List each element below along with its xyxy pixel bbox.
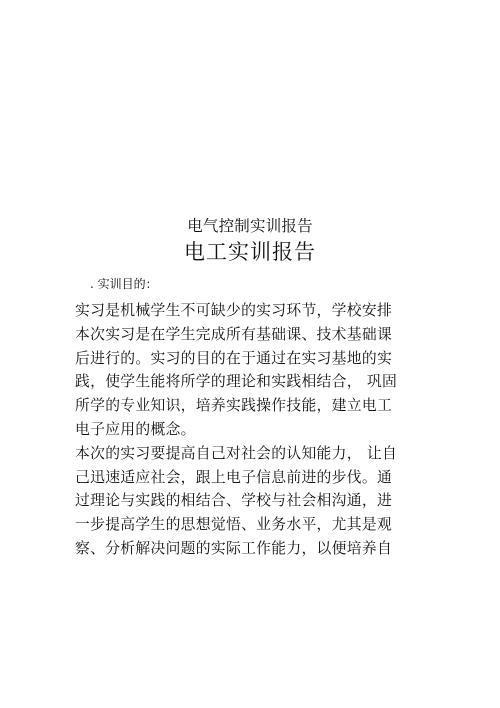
text-line: 所学的专业知识，培养实践操作技能，建立电工 <box>75 397 393 415</box>
document-title: 电工实训报告 <box>184 240 316 264</box>
text-line: 实习是机械学生不可缺少的实习环节，学校安排 <box>75 302 393 319</box>
text-line: 本次的实习要提高自己对社会的认知能力， 让自 <box>75 444 398 462</box>
text-line: 电子应用的概念。 <box>75 420 196 438</box>
text-line: 本次实习是在学生完成所有基础课、技术基础课 <box>75 325 393 343</box>
text-line: 己迅速适应社会，跟上电子信息前进的步伐。通 <box>75 468 393 486</box>
text-line: 过理论与实践的相结合、学校与社会相沟通，进 <box>75 492 393 510</box>
text-line: 察、分析解决问题的实际工作能力，以便培养自 <box>75 539 393 557</box>
text-line: 后进行的。实习的目的在于通过在实习基地的实 <box>75 349 393 367</box>
body-text <box>75 299 420 561</box>
text-line: 践，使学生能将所学的理论和实践相结合， 巩固 <box>75 373 398 391</box>
text-line: 一步提高学生的思想觉悟、业务水平，尤其是观 <box>75 516 393 534</box>
paragraph-2 <box>75 442 420 561</box>
document-subtitle: 电气控制实训报告 <box>187 217 313 235</box>
paragraph-1 <box>75 299 420 442</box>
section-heading: . 实训目的： <box>90 277 158 291</box>
